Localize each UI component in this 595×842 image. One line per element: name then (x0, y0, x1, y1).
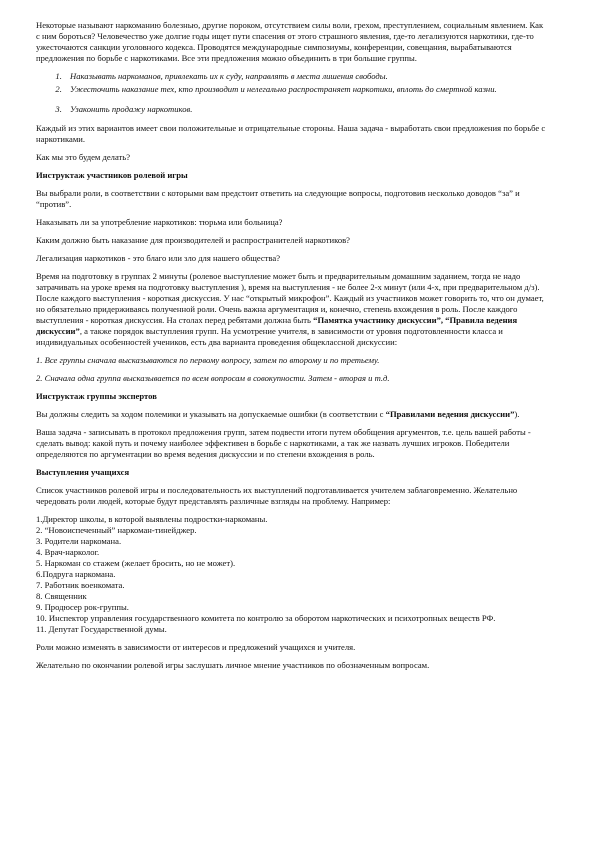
memo-title: “Памятка участнику дискуссии” (313, 315, 441, 325)
experts-rules-title: “Правилами ведения дискуссии” (385, 409, 515, 419)
list-intro-paragraph: Список участников ролевой игры и последовательность их выступлений подготавливается учителем заблаговременно. Желательно чередовать роли людей, которые будут представлять различные взгляды на проблему. Например: (36, 485, 518, 506)
proposal-group-2: 2. Ужесточить наказание тех, кто производит и нелегально распространяет наркотики, вплоть до смертной казни. (64, 84, 547, 95)
participant-item: 8. Священник (36, 591, 87, 601)
participant-item: 9. Продюсер рок-группы. (36, 602, 129, 612)
proposal-group-3: 3. Узаконить продажу наркотиков. (64, 104, 547, 115)
timing-text-a: Время на подготовку в группах 2 минуты (ролевое выступление может быть и предварительным домашним заданием, тогда не надо затрачивать на уроке время на подготовку выступления ), время на выступления - не более 2-х минут (или 4-х, при предварительном д/з). После каждого выступления - короткая дискуссия. У нас “открытый микрофон”. Каждый из участников может говорить то, что он думает, но обязательно придерживаясь полученной роли. Очень важна аргументация и, конечно, степень вхождения в роль. После каждого выступления - короткая дискуссия. На столах перед ребятами должна быть (36, 271, 544, 325)
participant-item: 6.Подруга наркомана. (36, 569, 116, 579)
timing-text-c: , а также порядок выступления групп. На усмотрение учителя, в зависимости от уровня подготовленности класса и индивидуальных особенностей учеников, есть два варианта проведения общеклассной дискуссии: (36, 326, 503, 347)
participant-item: 2. “Новоиспеченный” наркоман-тинейджер. (36, 525, 197, 535)
question-3: Легализация наркотиков - это благо или зло для нашего общества? (36, 253, 281, 263)
proposal-group-1: 1. Наказывать наркоманов, привлекать их к суду, направлять в места лишения свободы. (64, 71, 547, 82)
participant-item: 4. Врач-нарколог. (36, 547, 100, 557)
role-briefing-heading: Инструктаж участников ролевой игры (36, 170, 188, 180)
speeches-heading: Выступления учащихся (36, 467, 130, 477)
variant-1: 1. Все группы сначала высказываются по первому вопросу, затем по второму и по третьему. (36, 355, 380, 365)
experts-text-a: Вы должны следить за ходом полемики и указывать на допускаемые ошибки (в соответствии с (36, 409, 386, 419)
question-2: Каким должно быть наказание для производителей и распространителей наркотиков? (36, 235, 350, 245)
participant-item: 5. Наркоман со стажем (желает бросить, но не может). (36, 558, 236, 568)
timing-paragraph (36, 271, 547, 348)
participants-list (36, 514, 547, 635)
participant-item: 10. Инспектор управления государственного комитета по контролю за оборотом наркотических и психотропных веществ РФ. (36, 613, 496, 623)
roles-paragraph: Вы выбрали роли, в соответствии с которыми вам предстоит ответить на следующие вопросы, подготовив несколько доводов “за” и “против”. (36, 188, 520, 209)
how-paragraph: Как мы это будем делать? (36, 152, 131, 162)
variant-2: 2. Сначала одна группа высказывается по всем вопросам в совокупности. Затем - вторая и т.д. (36, 373, 390, 383)
experts-text-c: ). (514, 409, 520, 419)
rules-title: “Правила ведения дискуссии” (36, 315, 518, 336)
participant-item: 11. Депутат Государственной думы. (36, 624, 167, 634)
proposal-groups-list (36, 71, 547, 115)
change-roles-paragraph: Роли можно изменять в зависимости от интересов и предложений учащихся и учителя. (36, 642, 356, 652)
participant-item: 1.Директор школы, в которой выявлены подростки-наркоманы. (36, 514, 268, 524)
intro-paragraph: Некоторые называют наркоманию болезнью, другие пороком, отсутствием силы воли, грехом, преступлением, социальным явлением. Как с ним бороться? Человечество уже долгие годы ищет пути спасения от этого страшного явления, где-то легализуются наркотики, где-то ужесточаются санкции уголовного кодекса. Проводятся международные симпозиумы, конференции, совещания, вырабатываются предложения по борьбе с наркотиками. Все эти предложения можно объединить в три большие группы. (36, 20, 544, 63)
question-1: Наказывать ли за употребление наркотиков: тюрьма или больница? (36, 217, 283, 227)
final-paragraph: Желательно по окончании ролевой игры заслушать личное мнение участников по обозначенным вопросам. (36, 660, 430, 670)
memo-separator: , (440, 315, 446, 325)
experts-heading: Инструктаж группы экспертов (36, 391, 157, 401)
task-paragraph: Ваша задача - записывать в протокол предложения групп, затем подвести итоги путем обобщения аргументов, т.е. цель вашей работы - сделать вывод: какой путь и почему наиболее эффективен в борьбе с наркотиками, а так же назвать лучших игроков. Победители определяются по аргументации во время ведения дискуссии и по степени вхождения в роль. (36, 427, 531, 459)
variants-paragraph: Каждый из этих вариантов имеет свои положительные и отрицательные стороны. Наша задача - выработать свои предложения по борьбе с наркотиками. (36, 123, 546, 144)
experts-paragraph (36, 409, 547, 420)
participant-item: 3. Родители наркомана. (36, 536, 122, 546)
participant-item: 7. Работник военкомата. (36, 580, 125, 590)
